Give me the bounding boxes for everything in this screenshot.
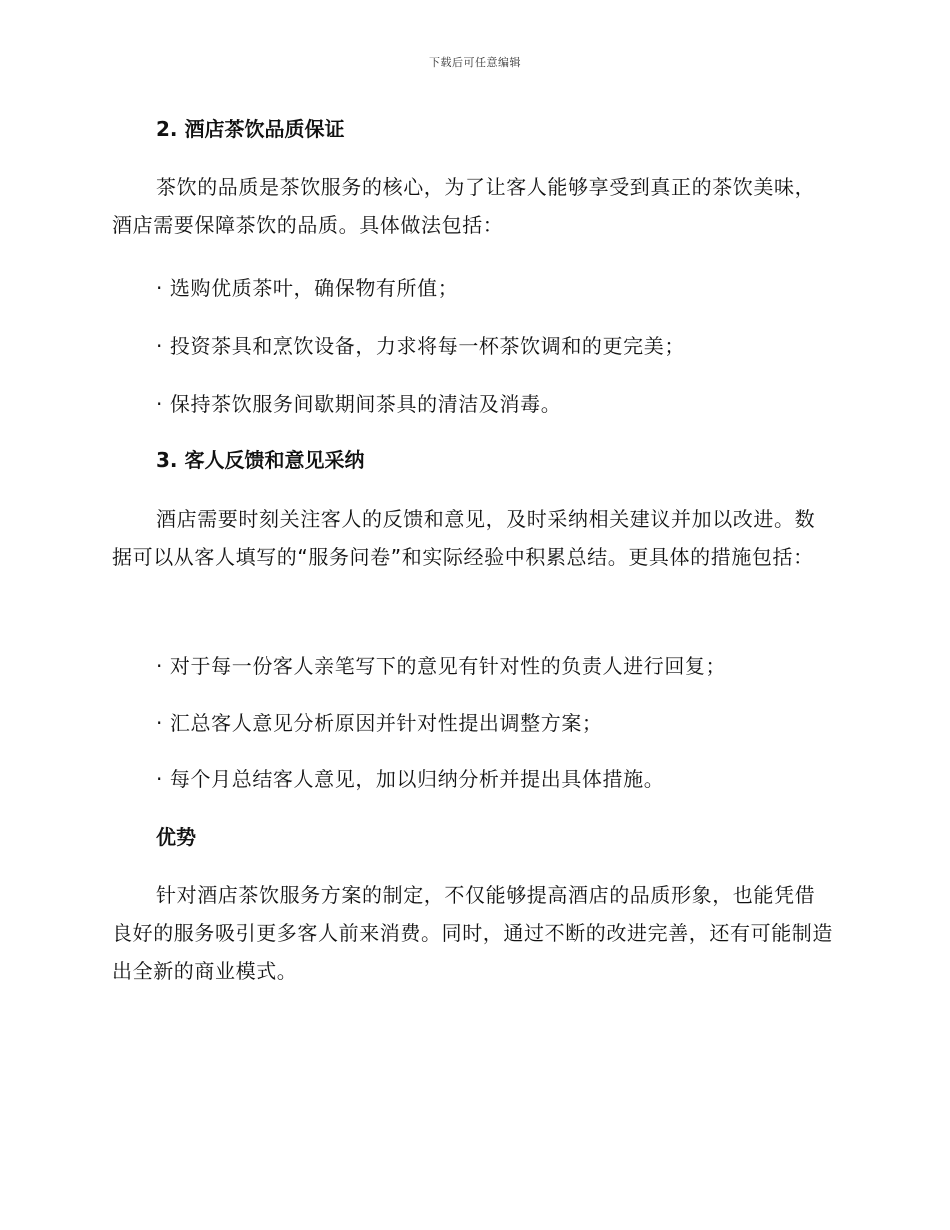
section-heading-quality: 2. 酒店茶饮品质保证 xyxy=(156,117,345,141)
section-heading-advantages: 优势 xyxy=(156,825,196,849)
section-body-advantages: 针对酒店茶饮服务方案的制定，不仅能够提高酒店的品质形象，也能凭借良好的服务吸引更多客人前来消费。同时，通过不断的改进完善，还有可能制造出全新的商业模式。 xyxy=(112,883,833,983)
bullet-item: · 汇总客人意见分析原因并针对性提出调整方案； xyxy=(156,711,603,735)
page-header-note: 下载后可任意编辑 xyxy=(429,56,521,69)
bullet-item: · 对于每一份客人亲笔写下的意见有针对性的负责人进行回复； xyxy=(156,654,727,678)
bullet-item: · 投资茶具和烹饮设备，力求将每一杯茶饮调和的更完美； xyxy=(156,334,685,358)
bullet-item: · 选购优质茶叶，确保物有所值； xyxy=(156,276,459,300)
section-heading-feedback: 3. 客人反馈和意见采纳 xyxy=(156,448,365,472)
bullet-item: · 保持茶饮服务间歇期间茶具的清洁及消毒。 xyxy=(156,392,562,416)
section-intro-quality: 茶饮的品质是茶饮服务的核心，为了让客人能够享受到真正的茶饮美味，酒店需要保障茶饮的品质。具体做法包括： xyxy=(112,175,816,237)
bullet-item: · 每个月总结客人意见，加以归纳分析并提出具体措施。 xyxy=(156,767,665,791)
section-intro-feedback: 酒店需要时刻关注客人的反馈和意见，及时采纳相关建议并加以改进。数据可以从客人填写的“服务问卷”和实际经验中积累总结。更具体的措施包括： xyxy=(112,507,816,569)
